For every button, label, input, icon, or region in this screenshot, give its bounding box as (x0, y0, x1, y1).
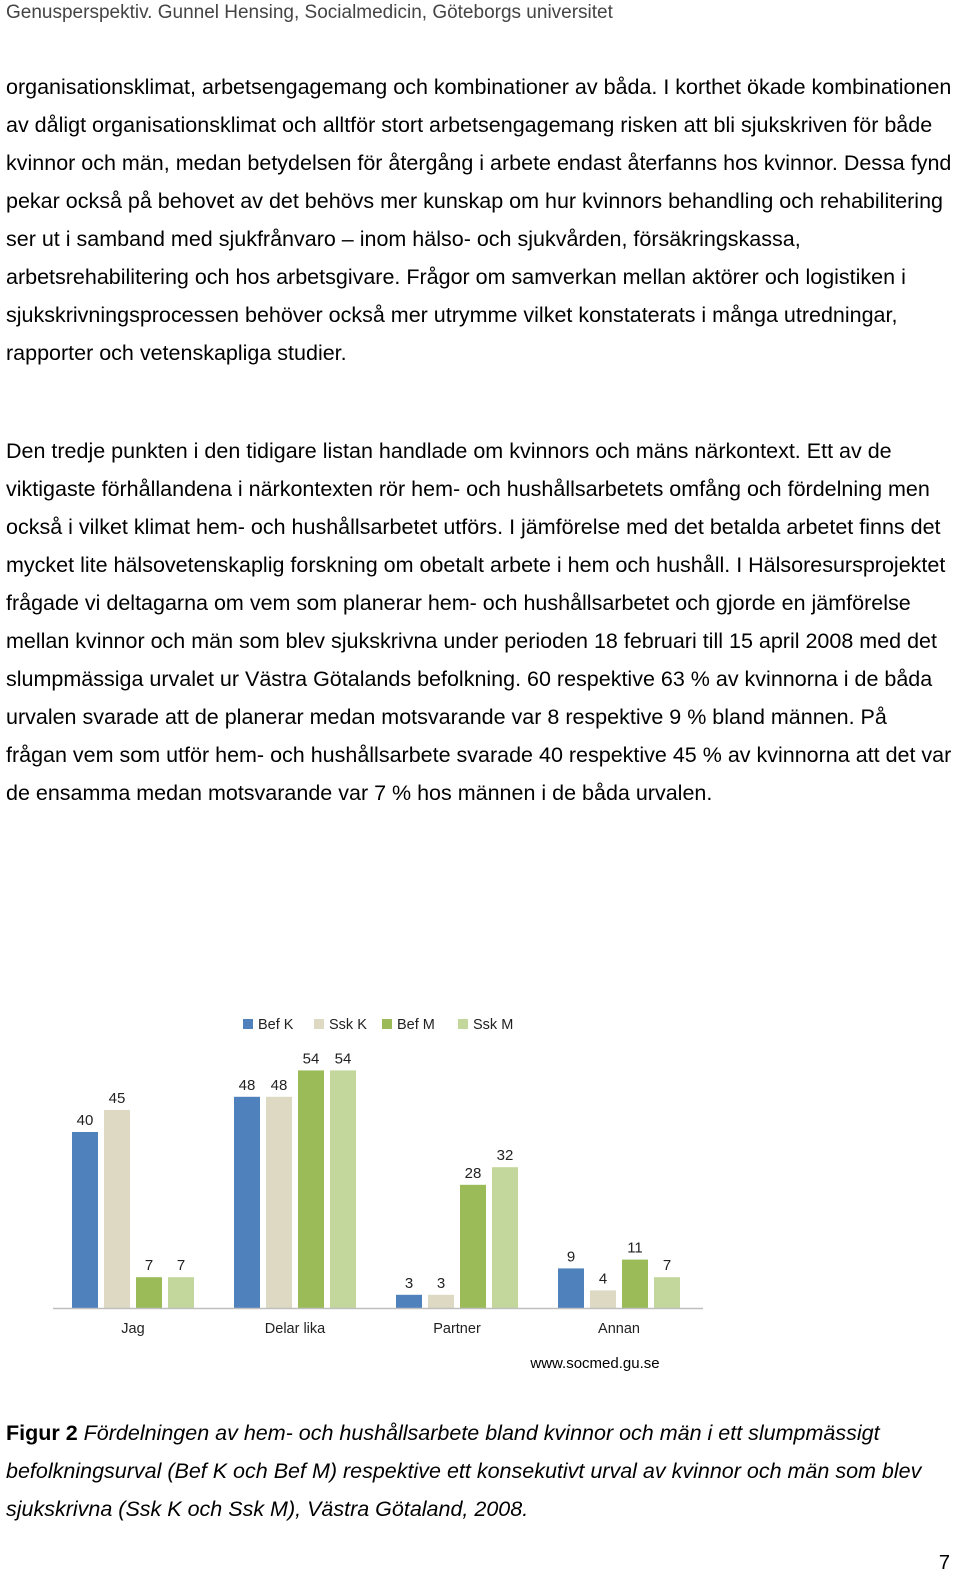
data-label-3-1: 4 (598, 1270, 608, 1288)
page-number: 7 (938, 1552, 950, 1574)
data-label-1-0: 48 (238, 1076, 256, 1094)
bar-chart (0, 1010, 960, 1390)
data-label-0-3: 7 (176, 1257, 186, 1275)
data-label-0-0: 40 (76, 1112, 94, 1129)
bar-1-2 (298, 1070, 324, 1308)
legend-swatch-3 (458, 1019, 468, 1029)
chart-category-labels (121, 1321, 640, 1337)
chart-source-note: www.socmed.gu.se (530, 1355, 660, 1372)
figure-caption-text: Fördelningen av hem- och hushållsarbete bland kvinnor och män i ett slumpmässigt befolkningsurval (Bef K och Bef M) respektive ett konsekutivt urval av kvinnor och män som blev sjukskrivna (Ssk K och Ssk M), Västra Götaland, 2008. (6, 1421, 922, 1521)
legend-label-3: Ssk M (473, 1017, 514, 1033)
bar-1-3 (330, 1070, 356, 1308)
data-label-2-1: 3 (436, 1274, 446, 1292)
bar-0-3 (168, 1277, 194, 1308)
legend-swatch-1 (314, 1019, 324, 1029)
bar-0-0 (72, 1132, 98, 1308)
data-label-3-3: 7 (662, 1257, 672, 1275)
legend-swatch-2 (382, 1019, 392, 1029)
legend-swatch-0 (243, 1019, 253, 1029)
running-header: Genusperspektiv. Gunnel Hensing, Socialmedicin, Göteborgs universitet (6, 2, 613, 23)
bar-3-3 (654, 1277, 680, 1308)
data-label-2-0: 3 (404, 1274, 414, 1292)
legend-label-1: Ssk K (329, 1017, 367, 1033)
data-label-2-2: 28 (464, 1164, 482, 1182)
bar-2-2 (460, 1185, 486, 1308)
body-paragraph-2: Den tredje punkten i den tidigare listan handlade om kvinnors och mäns närkontext. Ett av de viktigaste förhållandena i närkontexten rör hem- och hushållsarbetets omfång och fördelning men också i vilket klimat hem- och hushållsarbetet utförs. I jämförelse med det betalda arbetet finns det mycket lite hälsovetenskaplig forskning om obetalt arbete i hem och hushåll. I Hälsoresursprojektet frågade vi deltagarna om vem som planerar hem- och hushållsarbetet och gjorde en jämförelse mellan kvinnor och män som blev sjukskrivna under perioden 18 februari till 15 april 2008 med det slumpmässiga urvalet ur Västra Götalands befolkning. 60 respektive 63 % av kvinnorna i de båda urvalen svarade att de planerar medan motsvarande var 8 respektive 9 % bland männen. På frågan vem som utför hem- och hushållsarbete svarade 40 respektive 45 % av kvinnorna att det var de ensamma medan motsvarande var 7 % hos männen i de båda urvalen. (6, 439, 952, 805)
bar-3-1 (590, 1290, 616, 1308)
bar-2-1 (428, 1295, 454, 1308)
bar-2-0 (396, 1295, 422, 1308)
bar-3-2 (622, 1260, 648, 1308)
data-label-2-3: 32 (496, 1147, 514, 1165)
bar-1-1 (266, 1097, 292, 1308)
figure-label: Figur 2 (6, 1421, 78, 1445)
bar-0-1 (104, 1110, 130, 1308)
chart-data-labels (77, 1050, 672, 1291)
chart-bars (72, 1070, 680, 1308)
body-paragraph-1: organisationsklimat, arbetsengagemang och kombinationer av båda. I korthet ökade kombinationen av dåligt organisationsklimat och alltför stort arbetsengagemang risken att bli sjukskriven för både kvinnor och män, medan betydelsen för återgång i arbete endast återfanns hos kvinnor. Dessa fynd pekar också på behovet av det behövs mer kunskap om hur kvinnors behandling och rehabilitering ser ut i samband med sjukfrånvaro – inom hälso- och sjukvården, försäkringskassa, arbetsrehabilitering och hos arbetsgivare. Frågor om samverkan mellan aktörer och logistiken i sjukskrivningsprocessen behöver också mer utrymme vilket konstaterats i många utredningar, rapporter och vetenskapliga studier. (6, 75, 952, 365)
bar-2-3 (492, 1167, 518, 1308)
data-label-1-1: 48 (270, 1076, 288, 1094)
chart-legend (243, 1017, 513, 1033)
category-label-3: Annan (598, 1321, 640, 1337)
category-label-2: Partner (433, 1321, 481, 1337)
data-label-1-3: 54 (334, 1050, 352, 1068)
data-label-1-2: 54 (302, 1050, 320, 1068)
bar-1-0 (234, 1097, 260, 1308)
category-label-1: Delar lika (264, 1321, 326, 1337)
legend-label-0: Bef K (258, 1017, 294, 1033)
data-label-0-2: 7 (144, 1257, 154, 1275)
data-label-0-1: 45 (108, 1090, 126, 1107)
bar-3-0 (558, 1268, 584, 1308)
category-label-0: Jag (121, 1321, 145, 1337)
bar-0-2 (136, 1277, 162, 1308)
data-label-3-2: 11 (627, 1239, 643, 1257)
figure-caption (6, 1414, 946, 1528)
data-label-3-0: 9 (566, 1248, 576, 1266)
legend-label-2: Bef M (397, 1017, 435, 1033)
